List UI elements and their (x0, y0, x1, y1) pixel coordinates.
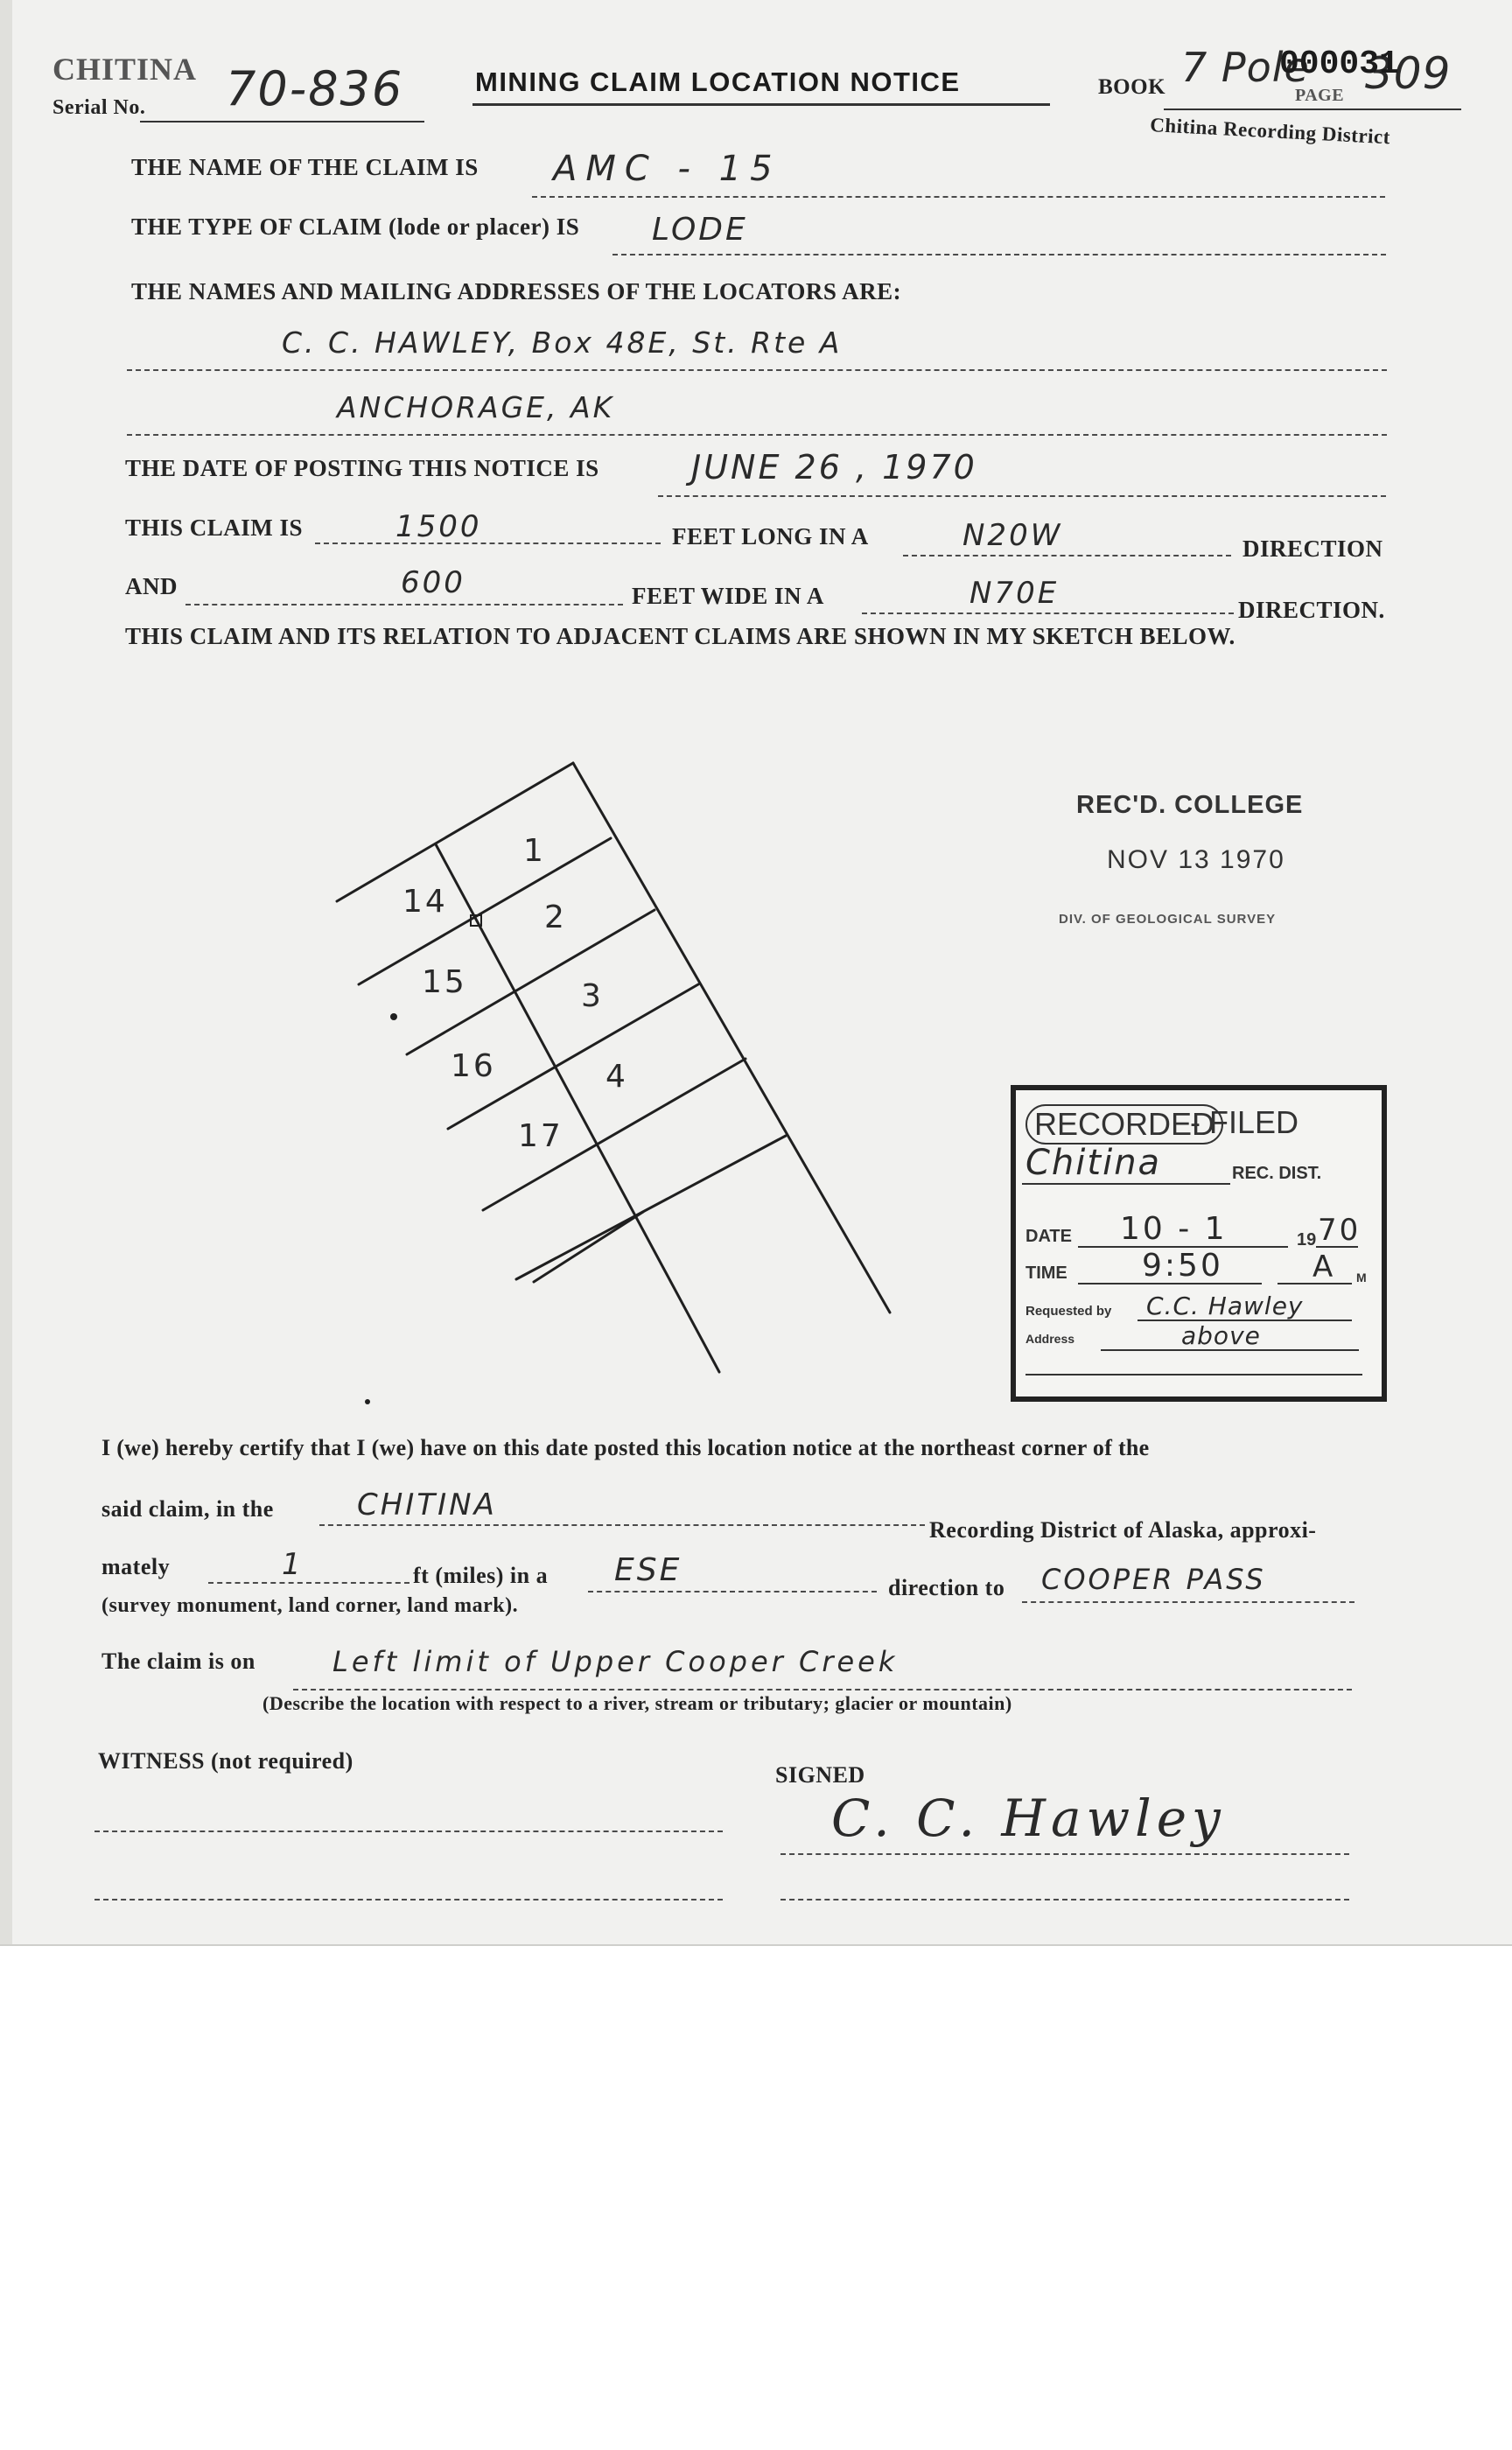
feet-long-label: FEET LONG IN A (672, 523, 869, 550)
witness-line-2 (94, 1899, 723, 1900)
sketch-line-6 (516, 1136, 786, 1279)
document-title: MINING CLAIM LOCATION NOTICE (475, 66, 961, 97)
distance-value: 1 (282, 1547, 304, 1582)
stamp-requested-value: C.C. Hawley (1146, 1292, 1304, 1320)
landmark-caption: (survey monument, land corner, land mark). (102, 1594, 519, 1617)
sketch-label-16: 16 (451, 1048, 496, 1084)
claim-on-value: Left limit of Upper Cooper Creek (332, 1645, 899, 1678)
locators-label: THE NAMES AND MAILING ADDRESSES OF THE LOCATORS ARE: (131, 278, 902, 304)
stamp-recorded: RECORDED (1026, 1104, 1223, 1144)
describe-caption: (Describe the location with respect to a river, stream or tributary; glacier or mountain) (262, 1692, 1012, 1714)
claim-type-label: THE TYPE OF CLAIM (lode or placer) IS (131, 214, 580, 240)
claim-type-value: LODE (652, 212, 748, 248)
certify-text: I (we) hereby certify that I (we) have on this date posted this location notice at the northeast corner of the (102, 1435, 1150, 1460)
sketch-label-15: 15 (422, 964, 467, 1000)
sketch-right-line (573, 763, 890, 1312)
claim-name-value: AMC - 15 (553, 149, 781, 189)
posting-date-label: THE DATE OF POSTING THIS NOTICE IS (125, 455, 599, 481)
said-claim-label: said claim, in the (102, 1496, 274, 1522)
direction-label: DIRECTION (1242, 536, 1383, 562)
landmark-line (1022, 1601, 1354, 1603)
received-stamp-line-1: REC'D. COLLEGE (1076, 791, 1304, 819)
certify-district-value: CHITINA (357, 1488, 497, 1522)
sketch-dot-2 (365, 1399, 370, 1404)
signature-line-1 (780, 1853, 1349, 1855)
certify-district-line (319, 1524, 925, 1526)
book-label: BOOK (1098, 75, 1166, 99)
stamp-ampm-line (1278, 1283, 1352, 1284)
stamp-filed: - FILED (1190, 1104, 1299, 1140)
witness-label: WITNESS (not required) (98, 1748, 354, 1774)
posting-date-value: JUNE 26 , 1970 (691, 448, 977, 486)
stamp-requested-label: Requested by (1026, 1304, 1112, 1319)
stamp-address-label: Address (1026, 1332, 1075, 1346)
direction-to-label: direction to (888, 1575, 1005, 1600)
sketch-dot (390, 1013, 397, 1020)
page-value: 309 (1365, 48, 1452, 99)
witness-line-1 (94, 1830, 723, 1832)
units-label: ft (miles) in a (413, 1563, 549, 1588)
stamp-year-line (1316, 1246, 1358, 1248)
stamp-year-prefix: 19 (1297, 1230, 1317, 1250)
stamp-ampm-value: A (1312, 1250, 1336, 1284)
document-number: 000031 (1279, 46, 1399, 83)
direction-to-line (588, 1591, 877, 1592)
stamp-district-value: Chitina (1026, 1143, 1162, 1183)
stamp-district-line (1022, 1183, 1230, 1185)
wide-direction-value: N70E (970, 576, 1060, 611)
signature-value: C. C. Hawley (831, 1788, 1226, 1848)
received-stamp-line-3: DIV. OF GEOLOGICAL SURVEY (1059, 912, 1277, 927)
stamp-year-value: 70 (1318, 1213, 1362, 1248)
locator-2: ANCHORAGE, AK (337, 390, 615, 424)
signed-label: SIGNED (775, 1762, 865, 1788)
feet-wide-label: FEET WIDE IN A (632, 583, 824, 609)
sketch-center-line (436, 844, 719, 1372)
length-value: 1500 (396, 509, 482, 544)
stamp-bottom-line (1026, 1374, 1362, 1376)
distance-line (208, 1582, 410, 1584)
mately-label: mately (102, 1554, 171, 1579)
sketch-label-17: 17 (518, 1118, 564, 1154)
long-direction-value: N20W (962, 518, 1063, 553)
serial-label: Serial No. (52, 96, 146, 119)
book-value: 7 Pole (1181, 44, 1310, 91)
stamp-date-value: 10 - 1 (1120, 1211, 1228, 1247)
serial-value: 70-836 (226, 61, 404, 116)
page-label: PAGE (1295, 86, 1345, 105)
width-value: 600 (401, 565, 466, 600)
sketch-line-2 (359, 838, 611, 984)
sketch-caption: THIS CLAIM AND ITS RELATION TO ADJACENT CLAIMS ARE SHOWN IN MY SKETCH BELOW. (125, 623, 1236, 649)
sketch-label-4: 4 (606, 1059, 628, 1095)
landmark-value: COOPER PASS (1041, 1563, 1266, 1596)
stamp-address-value: above (1181, 1321, 1261, 1350)
sketch-label-2: 2 (544, 900, 567, 935)
claim-on-line (293, 1689, 1352, 1690)
received-stamp-date: NOV 13 1970 (1107, 845, 1285, 874)
signature-line-2 (780, 1899, 1349, 1900)
claim-on-label: The claim is on (102, 1648, 256, 1674)
stamp-time-value: 9:50 (1142, 1248, 1223, 1284)
locator-1: C. C. HAWLEY, Box 48E, St. Rte A (282, 326, 843, 360)
stamp-date-label: DATE (1026, 1227, 1072, 1246)
direction-label-2: DIRECTION. (1238, 597, 1385, 623)
and-label: AND (125, 573, 178, 599)
stamp-ampm-suffix: M (1356, 1270, 1367, 1284)
stamp-time-label: TIME (1026, 1264, 1068, 1283)
sketch-label-1: 1 (523, 833, 546, 869)
district-stamp: CHITINA (52, 52, 198, 87)
claim-is-label: THIS CLAIM IS (125, 514, 304, 541)
sketch-line-7 (534, 1212, 643, 1282)
sketch-label-3: 3 (581, 978, 604, 1014)
certify-direction-value: ESE (614, 1552, 682, 1588)
sketch-label-14: 14 (402, 884, 448, 920)
district-caption: Chitina Recording District (1149, 114, 1391, 149)
claim-name-label: THE NAME OF THE CLAIM IS (131, 154, 479, 180)
recording-district-label: Recording District of Alaska, approxi- (929, 1517, 1317, 1543)
stamp-rec-dist-label: REC. DIST. (1232, 1164, 1322, 1183)
